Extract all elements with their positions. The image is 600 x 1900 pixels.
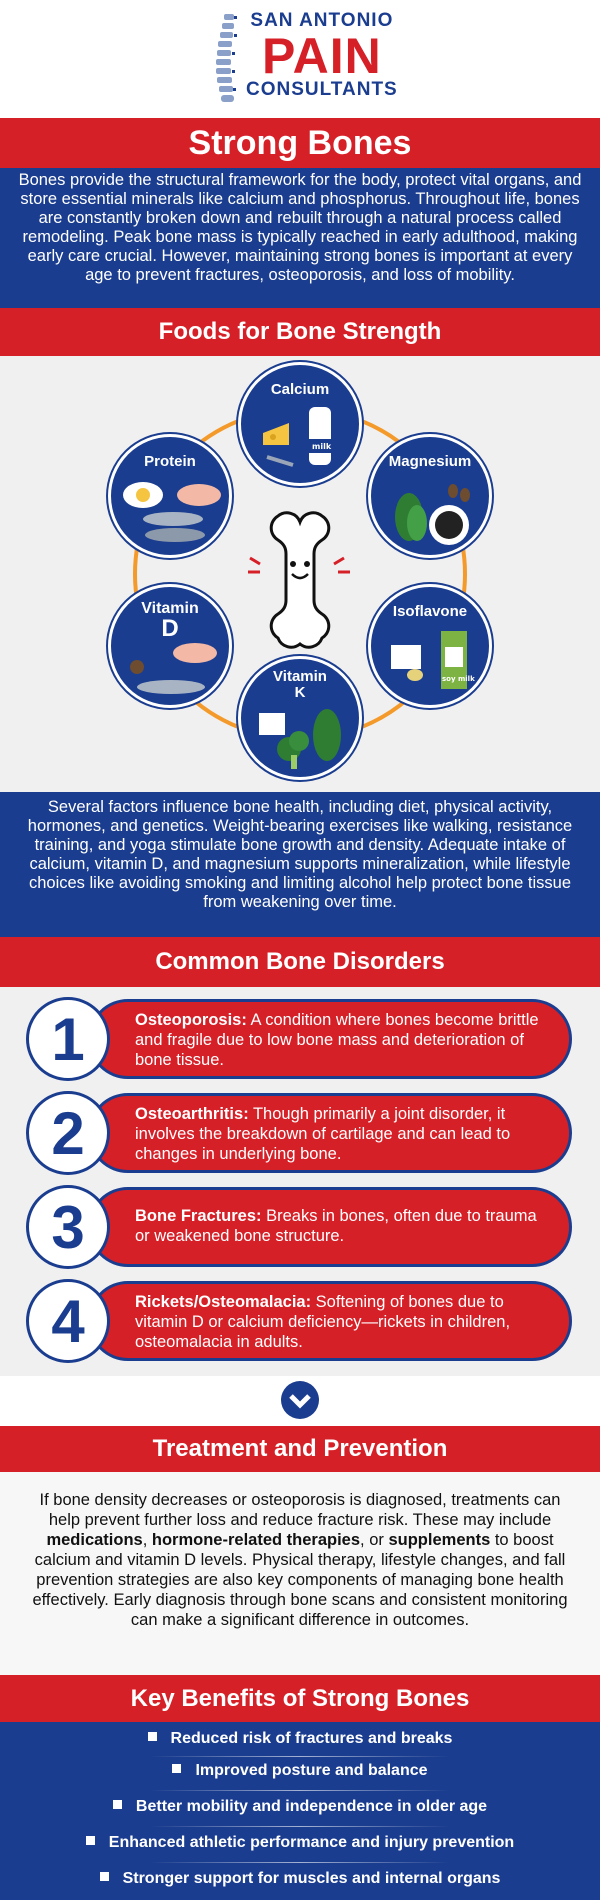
- factors-text: Several factors influence bone health, including diet, physical activity, hormones, and genetics. Weight-bearing exercises like walking, resistance training, and yoga stimulate bone growth and density. Adequate intake of calcium, vitamin D, and magnesium supports mineralization, while lifestyle choices like avoiding smoking and limiting alcohol help protect bone tissue from weakening over time.: [0, 792, 600, 937]
- divider: [150, 1790, 450, 1791]
- disorder-desc: A condition where bones become brittle and fragile due to low bone mass and deterioration of bone tissue.: [135, 1011, 539, 1069]
- disorder-name: Osteoporosis:: [135, 1011, 247, 1029]
- bullet-icon: [100, 1872, 109, 1881]
- disorder-item: [26, 997, 572, 1081]
- benefits-title: Key Benefits of Strong Bones: [0, 1675, 600, 1722]
- treatment-bold-medications: medications: [46, 1531, 143, 1549]
- disorder-number: 4: [26, 1279, 110, 1363]
- disorders-title: Common Bone Disorders: [0, 937, 600, 987]
- bullet-icon: [86, 1836, 95, 1845]
- disorder-desc: Softening of bones due to vitamin D or calcium deficiency—rickets in children, osteomalacia in adults.: [135, 1293, 511, 1351]
- intro-text: Bones provide the structural framework for the body, protect vital organs, and store essential minerals like calcium and phosphorus. Throughout life, bones are constantly broken down and rebuilt through a natural process called remodeling. Peak bone mass is typically reached in early adulthood, making early care crucial. However, maintaining strong bones is important at every age to prevent fractures, osteoporosis, and loss of mobility.: [0, 168, 600, 308]
- benefit-item: [0, 1834, 600, 1852]
- food-vitamin-k-label: [241, 669, 359, 701]
- disorder-number: 2: [26, 1091, 110, 1175]
- treatment-bold-hormone: hormone-related therapies: [151, 1531, 361, 1549]
- food-isoflavone-label: Isoflavone: [392, 603, 468, 620]
- benefit-item: [0, 1730, 600, 1748]
- disorder-desc: Though primarily a joint disorder, it involves the breakdown of cartilage and can lead to changes in underlying bone.: [135, 1105, 511, 1163]
- logo-header: [0, 0, 600, 118]
- food-vitamin-d-line2: D: [161, 615, 179, 642]
- chevron-down-icon: [280, 1380, 320, 1420]
- benefits-list: [0, 1722, 600, 1900]
- logo-line-2: PAIN: [261, 28, 382, 84]
- food-vitamin-k: [238, 656, 362, 780]
- benefit-text: Improved posture and balance: [195, 1762, 428, 1779]
- logo-line-3: CONSULTANTS: [246, 79, 398, 100]
- treatment-text: [0, 1472, 600, 1675]
- disorder-number: 1: [26, 997, 110, 1081]
- disorder-card: [88, 1093, 572, 1173]
- treatment-title: Treatment and Prevention: [0, 1426, 600, 1472]
- divider: [150, 1862, 450, 1863]
- divider: [150, 1826, 450, 1827]
- treatment-p3: , or: [360, 1531, 389, 1549]
- disorder-card: [88, 1281, 572, 1361]
- benefit-text: Reduced risk of fractures and breaks: [170, 1730, 453, 1747]
- food-isoflavone: [368, 584, 492, 708]
- disorder-name: Rickets/Osteomalacia:: [135, 1293, 312, 1311]
- foods-title: Foods for Bone Strength: [0, 308, 600, 356]
- food-magnesium: [368, 434, 492, 558]
- foods-diagram: [0, 356, 600, 792]
- food-vitamin-d: [108, 584, 232, 708]
- benefit-text: Enhanced athletic performance and injury prevention: [108, 1834, 515, 1851]
- food-protein: [108, 434, 232, 558]
- treatment-p2: ,: [142, 1531, 152, 1549]
- food-vitamin-d-label: [111, 599, 229, 642]
- benefit-text: Better mobility and independence in older age: [135, 1798, 488, 1815]
- logo-wordmark: [246, 10, 398, 100]
- benefit-item: [0, 1762, 600, 1780]
- divider: [150, 1756, 450, 1757]
- disorder-item: [26, 1185, 572, 1269]
- section-divider: [0, 1376, 600, 1426]
- bullet-icon: [172, 1764, 181, 1773]
- treatment-bold-supplements: supplements: [388, 1531, 491, 1549]
- spinach-nuts-icon: [387, 477, 479, 547]
- egg-fish-icon: [119, 477, 227, 547]
- page-title: Strong Bones: [0, 118, 600, 168]
- disorders-list: [0, 987, 600, 1392]
- treatment-p4: to boost calcium and vitamin D levels. Physical therapy, lifestyle changes, and fall prevention strategies are also key components of managing bone health effectively. Early diagnosis through bone scans and consistent monitoring can make a significant difference in outcomes.: [32, 1531, 568, 1629]
- benefit-item: [0, 1798, 600, 1816]
- bullet-icon: [148, 1732, 157, 1741]
- milk-label: milk: [312, 442, 332, 451]
- food-vitamin-k-line2: K: [294, 684, 306, 701]
- spine-icon: [210, 12, 244, 108]
- food-vitamin-d-line1: Vitamin: [141, 600, 199, 617]
- disorder-number: 3: [26, 1185, 110, 1269]
- treatment-p1: If bone density decreases or osteoporosis is diagnosed, treatments can help prevent further loss and reduce fracture risk. These may include: [39, 1491, 561, 1529]
- logo-line-1: SAN ANTONIO: [250, 10, 394, 31]
- disorder-card: [88, 999, 572, 1079]
- milk-cheese-icon: [259, 403, 345, 473]
- disorder-item: [26, 1279, 572, 1363]
- food-calcium-label: Calcium: [270, 381, 330, 398]
- bullet-icon: [113, 1800, 122, 1809]
- disorder-name: Osteoarthritis:: [135, 1105, 249, 1123]
- food-protein-label: Protein: [144, 453, 196, 470]
- benefit-item: [0, 1870, 600, 1888]
- bone-mascot-icon: [238, 502, 362, 652]
- disorder-card: [88, 1187, 572, 1267]
- disorder-desc: Breaks in bones, often due to trauma or weakened bone structure.: [135, 1207, 537, 1245]
- disorder-name: Bone Fractures:: [135, 1207, 262, 1225]
- fish-mushroom-icon: [119, 637, 227, 703]
- food-calcium: [238, 362, 362, 486]
- food-magnesium-label: Magnesium: [388, 453, 472, 470]
- soy-milk-label: soy milk: [442, 675, 475, 683]
- greens-icon: [255, 705, 351, 771]
- tofu-soymilk-icon: [387, 627, 479, 697]
- disorder-item: [26, 1091, 572, 1175]
- benefit-text: Stronger support for muscles and internal organs: [122, 1870, 501, 1887]
- food-vitamin-k-line1: Vitamin: [273, 668, 327, 685]
